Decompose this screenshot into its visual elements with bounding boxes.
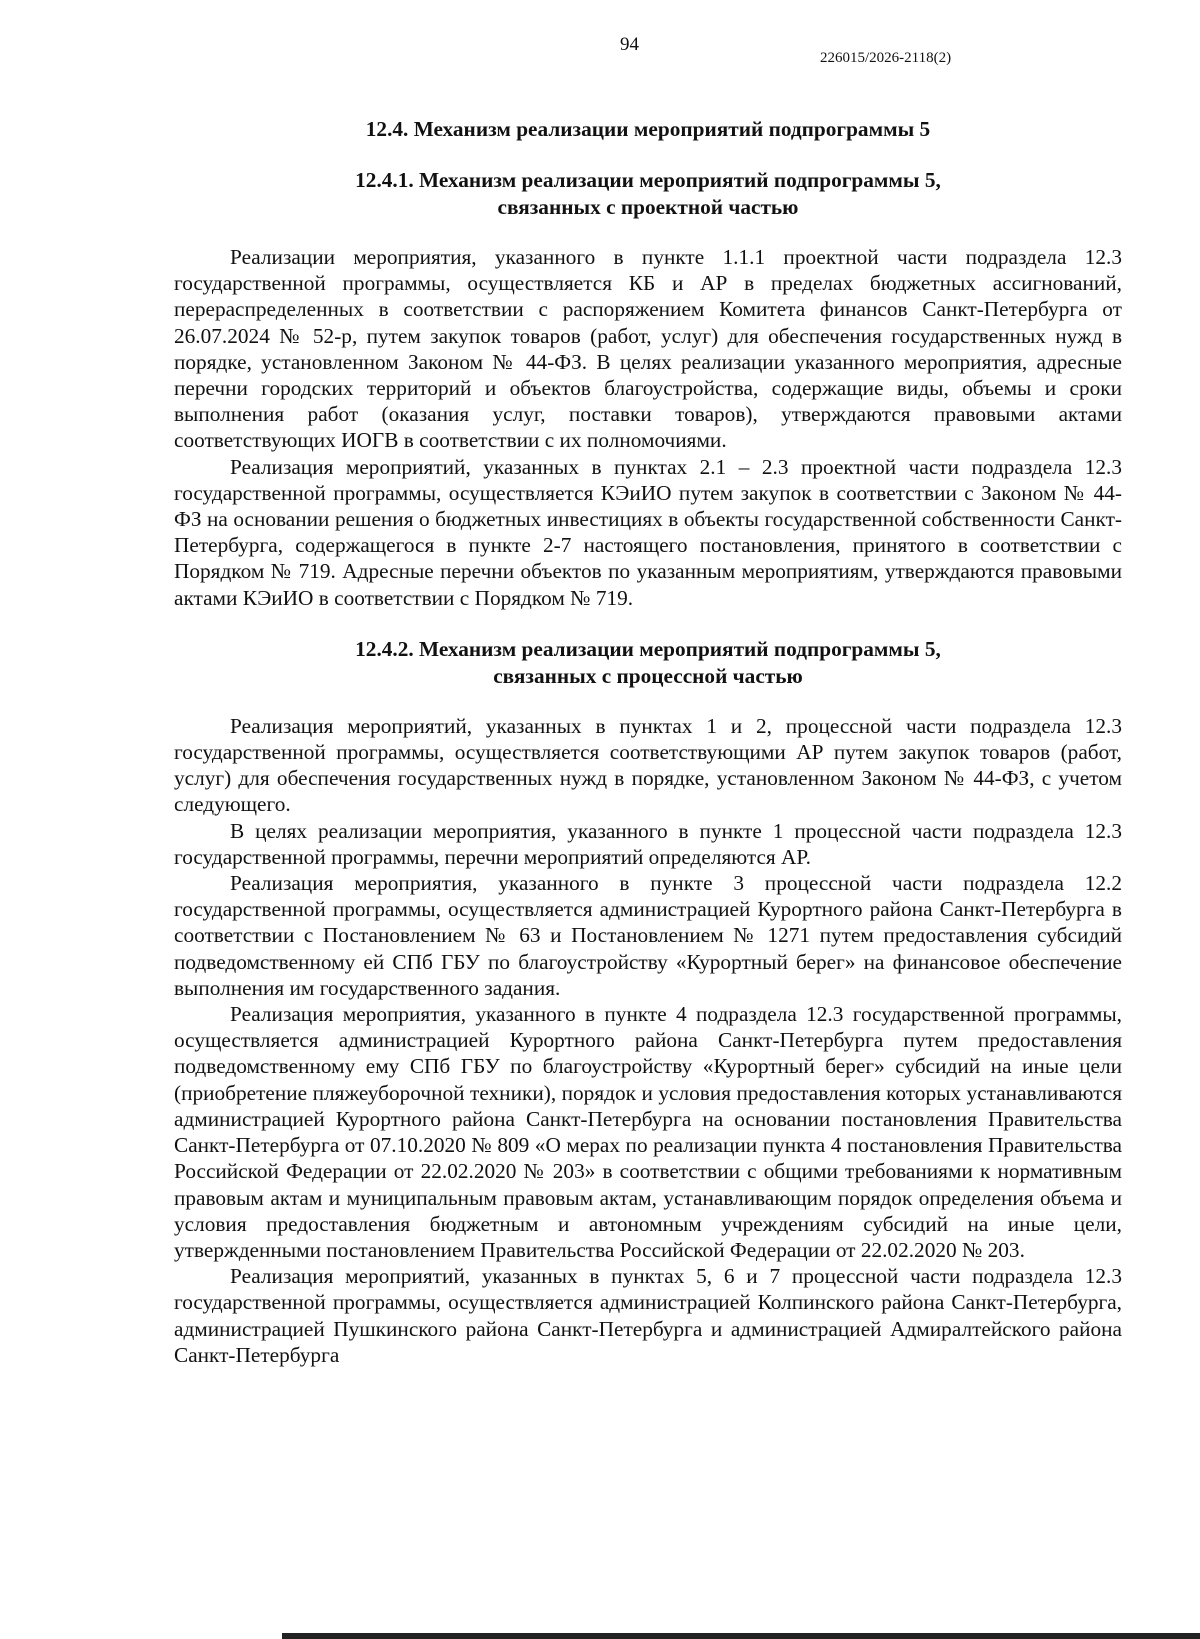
paragraph: Реализация мероприятия, указанного в пункте 3 процессной части подраздела 12.2 государственной программы, осуществляется администрацией Курортного района Санкт-Петербурга в соответствии с Постановлением № 63 и Постановлением № 1271 путем предоставления субсидий подведомственному ей СПб ГБУ по благоустройству «Курортный берег» на финансовое обеспечение выполнения им государственного задания.: [174, 871, 1122, 1000]
paragraph: Реализация мероприятий, указанных в пунктах 1 и 2, процессной части подраздела 12.3 государственной программы, осуществляется соответствующими АР путем закупок товаров (работ, услуг) для обеспечения государственных нужд в порядке, установленном Законом № 44-ФЗ, с учетом следующего.: [174, 713, 1122, 817]
subsection-title-process: [174, 636, 1122, 690]
paragraph: Реализации мероприятия, указанного в пункте 1.1.1 проектной части подраздела 12.3 государственной программы, осуществляется КБ и АР в пределах бюджетных ассигнований, перераспределенных в соответствии с распоряжением Комитета финансов Санкт-Петербурга от 26.07.2024 № 52-р, путем закупок товаров (работ, услуг) для обеспечения государственных нужд в порядке, установленном Законом № 44-ФЗ. В целях реализации указанного мероприятия, адресные перечни городских территорий и объектов благоустройства, содержащие виды, объемы и сроки выполнения работ (оказания услуг, поставки товаров), утверждаются правовыми актами соответствующих ИОГВ в соответствии с их полномочиями.: [174, 245, 1122, 453]
scan-edge-line: [282, 1633, 1200, 1639]
document-id: 226015/2026-2118(2): [820, 50, 952, 66]
subsection-title-line: 12.4.2. Механизм реализации мероприятий подпрограммы 5,: [355, 636, 941, 661]
paragraph: В целях реализации мероприятия, указанного в пункте 1 процессной части подраздела 12.3 государственной программы, перечни мероприятий определяются АР.: [174, 818, 1122, 869]
document-body: [174, 116, 1122, 1368]
subsection-title-line: 12.4.1. Механизм реализации мероприятий подпрограммы 5,: [355, 168, 941, 192]
section-title: 12.4. Механизм реализации мероприятий подпрограммы 5: [365, 117, 931, 141]
subsection-title-line: связанных с процессной частью: [493, 663, 803, 688]
paragraph: Реализация мероприятия, указанного в пункте 4 подраздела 12.3 государственной программы, осуществляется администрацией Курортного района Санкт-Петербурга путем предоставления подведомственному ему СПб ГБУ по благоустройству «Курортный берег» субсидий на иные цели (приобретение пляжеуборочной техники), порядок и условия предоставления которых устанавливаются администрацией Курортного района Санкт-Петербурга на основании постановления Правительства Санкт-Петербурга от 07.10.2020 № 809 «О мерах по реализации пункта 4 постановления Правительства Российской Федерации от 22.02.2020 № 203» в соответствии с общими требованиями к нормативным правовым актам и муниципальным правовым актам, устанавливающим порядок определения объема и условия предоставления бюджетным и автономным учреждениям субсидий на иные цели, утвержденными постановлением Правительства Российской Федерации от 22.02.2020 № 203.: [174, 1002, 1122, 1262]
subsection-title-project: [174, 167, 1122, 221]
paragraph: Реализация мероприятий, указанных в пунктах 5, 6 и 7 процессной части подраздела 12.3 государственной программы, осуществляется администрацией Колпинского района Санкт-Петербурга, администрацией Пушкинского района Санкт-Петербурга и администрацией Адмиралтейского района Санкт-Петербурга: [174, 1264, 1122, 1367]
paragraph: Реализация мероприятий, указанных в пунктах 2.1 – 2.3 проектной части подраздела 12.3 государственной программы, осуществляется КЭиИО путем закупок в соответствии с Законом № 44-ФЗ на основании решения о бюджетных инвестициях в объекты государственной собственности Санкт-Петербурга, содержащегося в пункте 2-7 настоящего постановления, принятого в соответствии с Порядком № 719. Адресные перечни объектов по указанным мероприятиям, утверждаются правовыми актами КЭиИО в соответствии с Порядком № 719.: [174, 454, 1122, 610]
page-number: 94: [620, 34, 639, 55]
subsection-title-line: связанных с проектной частью: [497, 195, 799, 219]
